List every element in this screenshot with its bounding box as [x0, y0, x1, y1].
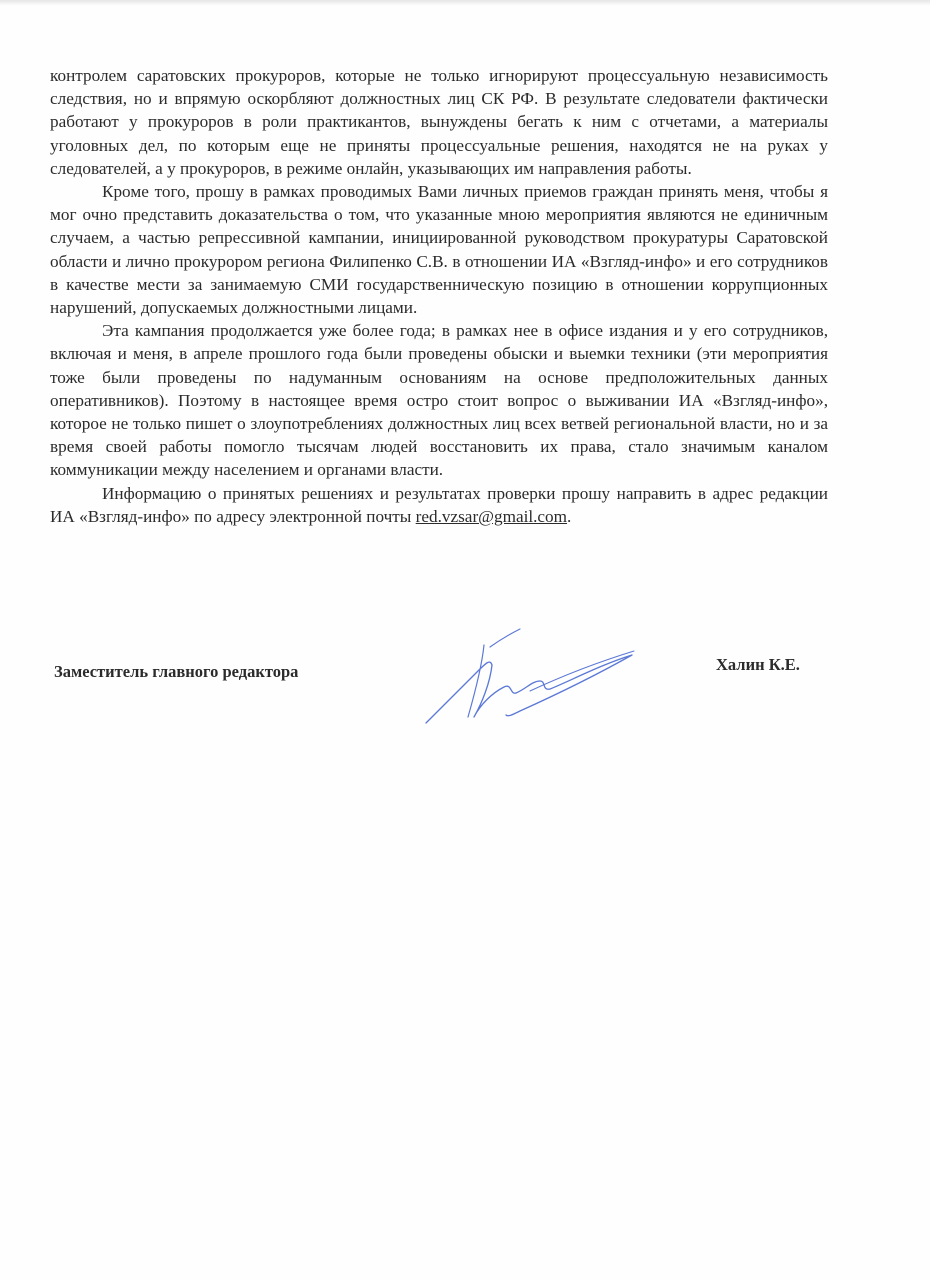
- signature-stroke-top: [490, 629, 520, 647]
- paragraph-continuation: контролем саратовских прокуроров, которые не только игнорируют процессуальную независимость следствия, но и впрямую оскорбляют должностных лиц СК РФ. В результате следователи фактически работают у прокуроров в роли практикантов, вынуждены бегать к ним с отчетами, а материалы уголовных дел, по которым еще не приняты процессуальные решения, находятся не на руках у следователей, а у прокуроров, в режиме онлайн, указывающих им направления работы.: [50, 66, 828, 178]
- signature-stroke-main: [426, 655, 632, 723]
- signer-position: Заместитель главного редактора: [54, 662, 299, 681]
- signature-stroke-tail: [530, 651, 634, 691]
- letter-body: [50, 64, 828, 528]
- paragraph-personal-reception-request: Кроме того, прошу в рамках проводимых Вами личных приемов граждан принять меня, чтобы я мог очно представить доказательства о том, что указанные мною мероприятия являются не единичным случаем, а частью репрессивной кампании, инициированной руководством прокуратуры Саратовской области и лично прокурором региона Филипенко С.В. в отношении ИА «Взгляд-инфо» и его сотрудников в качестве мести за занимаемую СМИ государственническую позицию в отношении коррупционных нарушений, допускаемых должностными лицами.: [50, 182, 828, 318]
- paragraph-response-request: [50, 482, 828, 528]
- response-request-text: Информацию о принятых решениях и результатах проверки прошу направить в адрес редакции ИА «Взгляд-инфо» по адресу электронной почты: [50, 483, 828, 526]
- email-link[interactable]: red.vzsar@gmail.com: [415, 506, 568, 526]
- response-request-end: .: [567, 506, 572, 526]
- handwritten-signature: [420, 625, 650, 730]
- paragraph-campaign-description: Эта кампания продолжается уже более года; в рамках нее в офисе издания и у его сотрудников, включая и меня, в апреле прошлого года были проведены обыски и выемки техники (эти мероприятия тоже были проведены по надуманным основаниям на основе предположительных данных оперативников). Поэтому в настоящее время остро стоит вопрос о выживании ИА «Взгляд-инфо», которое не только пишет о злоупотреблениях должностных лиц всех ветвей региональной власти, но и за время своей работы помогло тысячам людей восстановить их права, стало значимым каналом коммуникации между населением и органами власти.: [50, 321, 828, 480]
- signer-name: Халин К.Е.: [716, 655, 800, 674]
- scan-edge: [0, 0, 930, 6]
